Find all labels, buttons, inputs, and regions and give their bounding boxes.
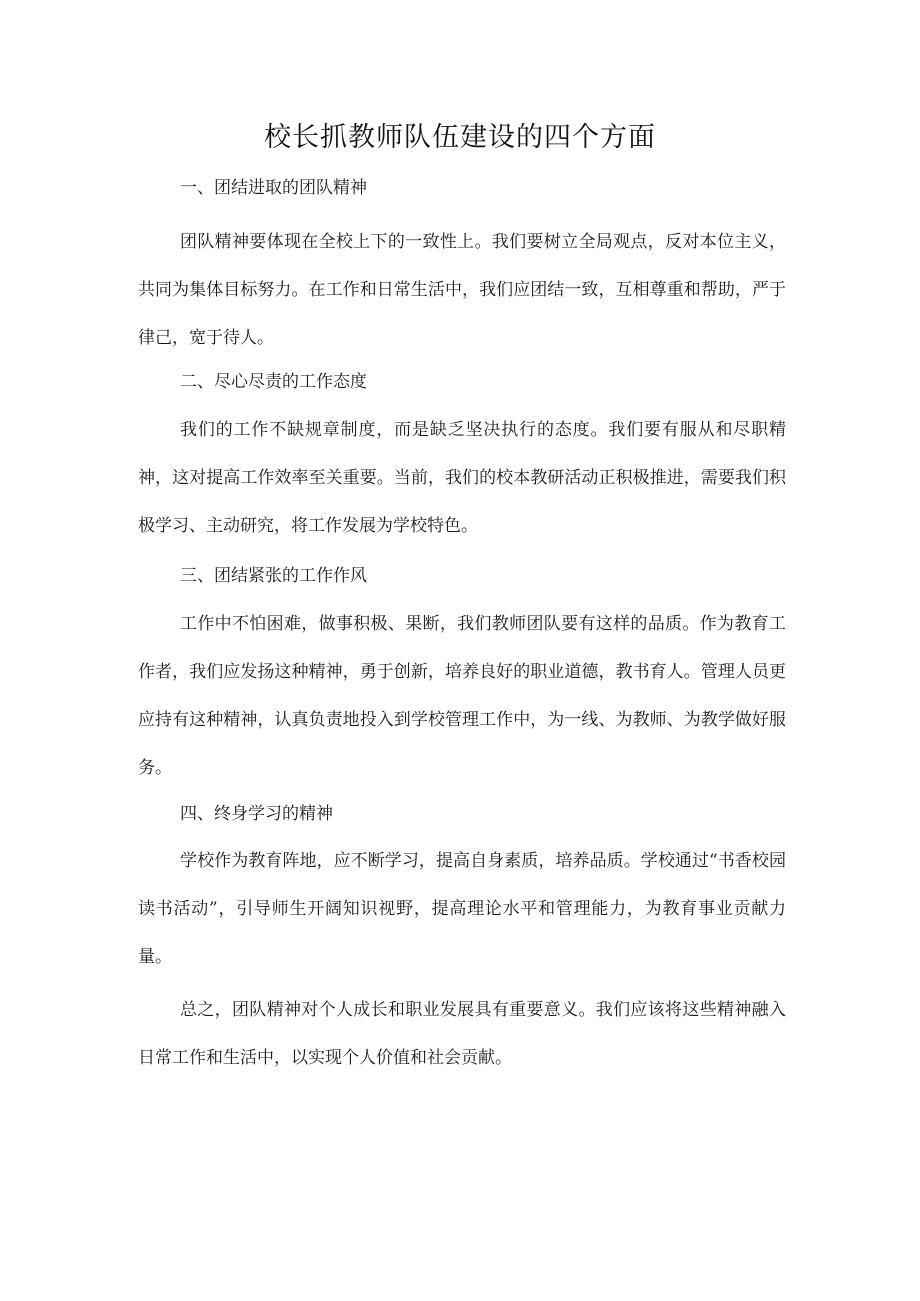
section-body-4: 学校作为教育阵地，应不断学习，提高自身素质，培养品质。学校通过“书香校园读书活动”，引导师生开阔知识视野，提高理论水平和管理能力，为教育事业贡献力量。 <box>138 851 786 967</box>
section-body-3: 工作中不怕困难，做事积极、果断，我们教师团队要有这样的品质。作为教育工作者，我们应发扬这种精神，勇于创新，培养良好的职业道德，教书育人。管理人员更应持有这种精神，认真负责地投入到学校管理工作中，为一线、为教师、为教学做好服务。 <box>138 614 786 778</box>
section-body-1: 团队精神要体现在全校上下的一致性上。我们要树立全局观点，反对本位主义，共同为集体目标努力。在工作和日常生活中，我们应团结一致，互相尊重和帮助，严于律己，宽于待人。 <box>138 232 786 348</box>
conclusion-paragraph: 总之，团队精神对个人成长和职业发展具有重要意义。我们应该将这些精神融入日常工作和生活中，以实现个人价值和社会贡献。 <box>138 1000 786 1068</box>
section-heading-2: 二、尽心尽责的工作态度 <box>180 372 367 392</box>
section-heading-1: 一、团结进取的团队精神 <box>180 178 367 198</box>
section-heading-3: 三、团结紧张的工作作风 <box>180 566 367 586</box>
document-title: 校长抓教师队伍建设的四个方面 <box>264 122 656 153</box>
section-heading-4: 四、终身学习的精神 <box>180 804 333 824</box>
section-body-2: 我们的工作不缺规章制度，而是缺乏坚决执行的态度。我们要有服从和尽职精神，这对提高工作效率至关重要。当前，我们的校本教研活动正积极推进，需要我们积极学习、主动研究，将工作发展为学校特色。 <box>138 420 786 536</box>
